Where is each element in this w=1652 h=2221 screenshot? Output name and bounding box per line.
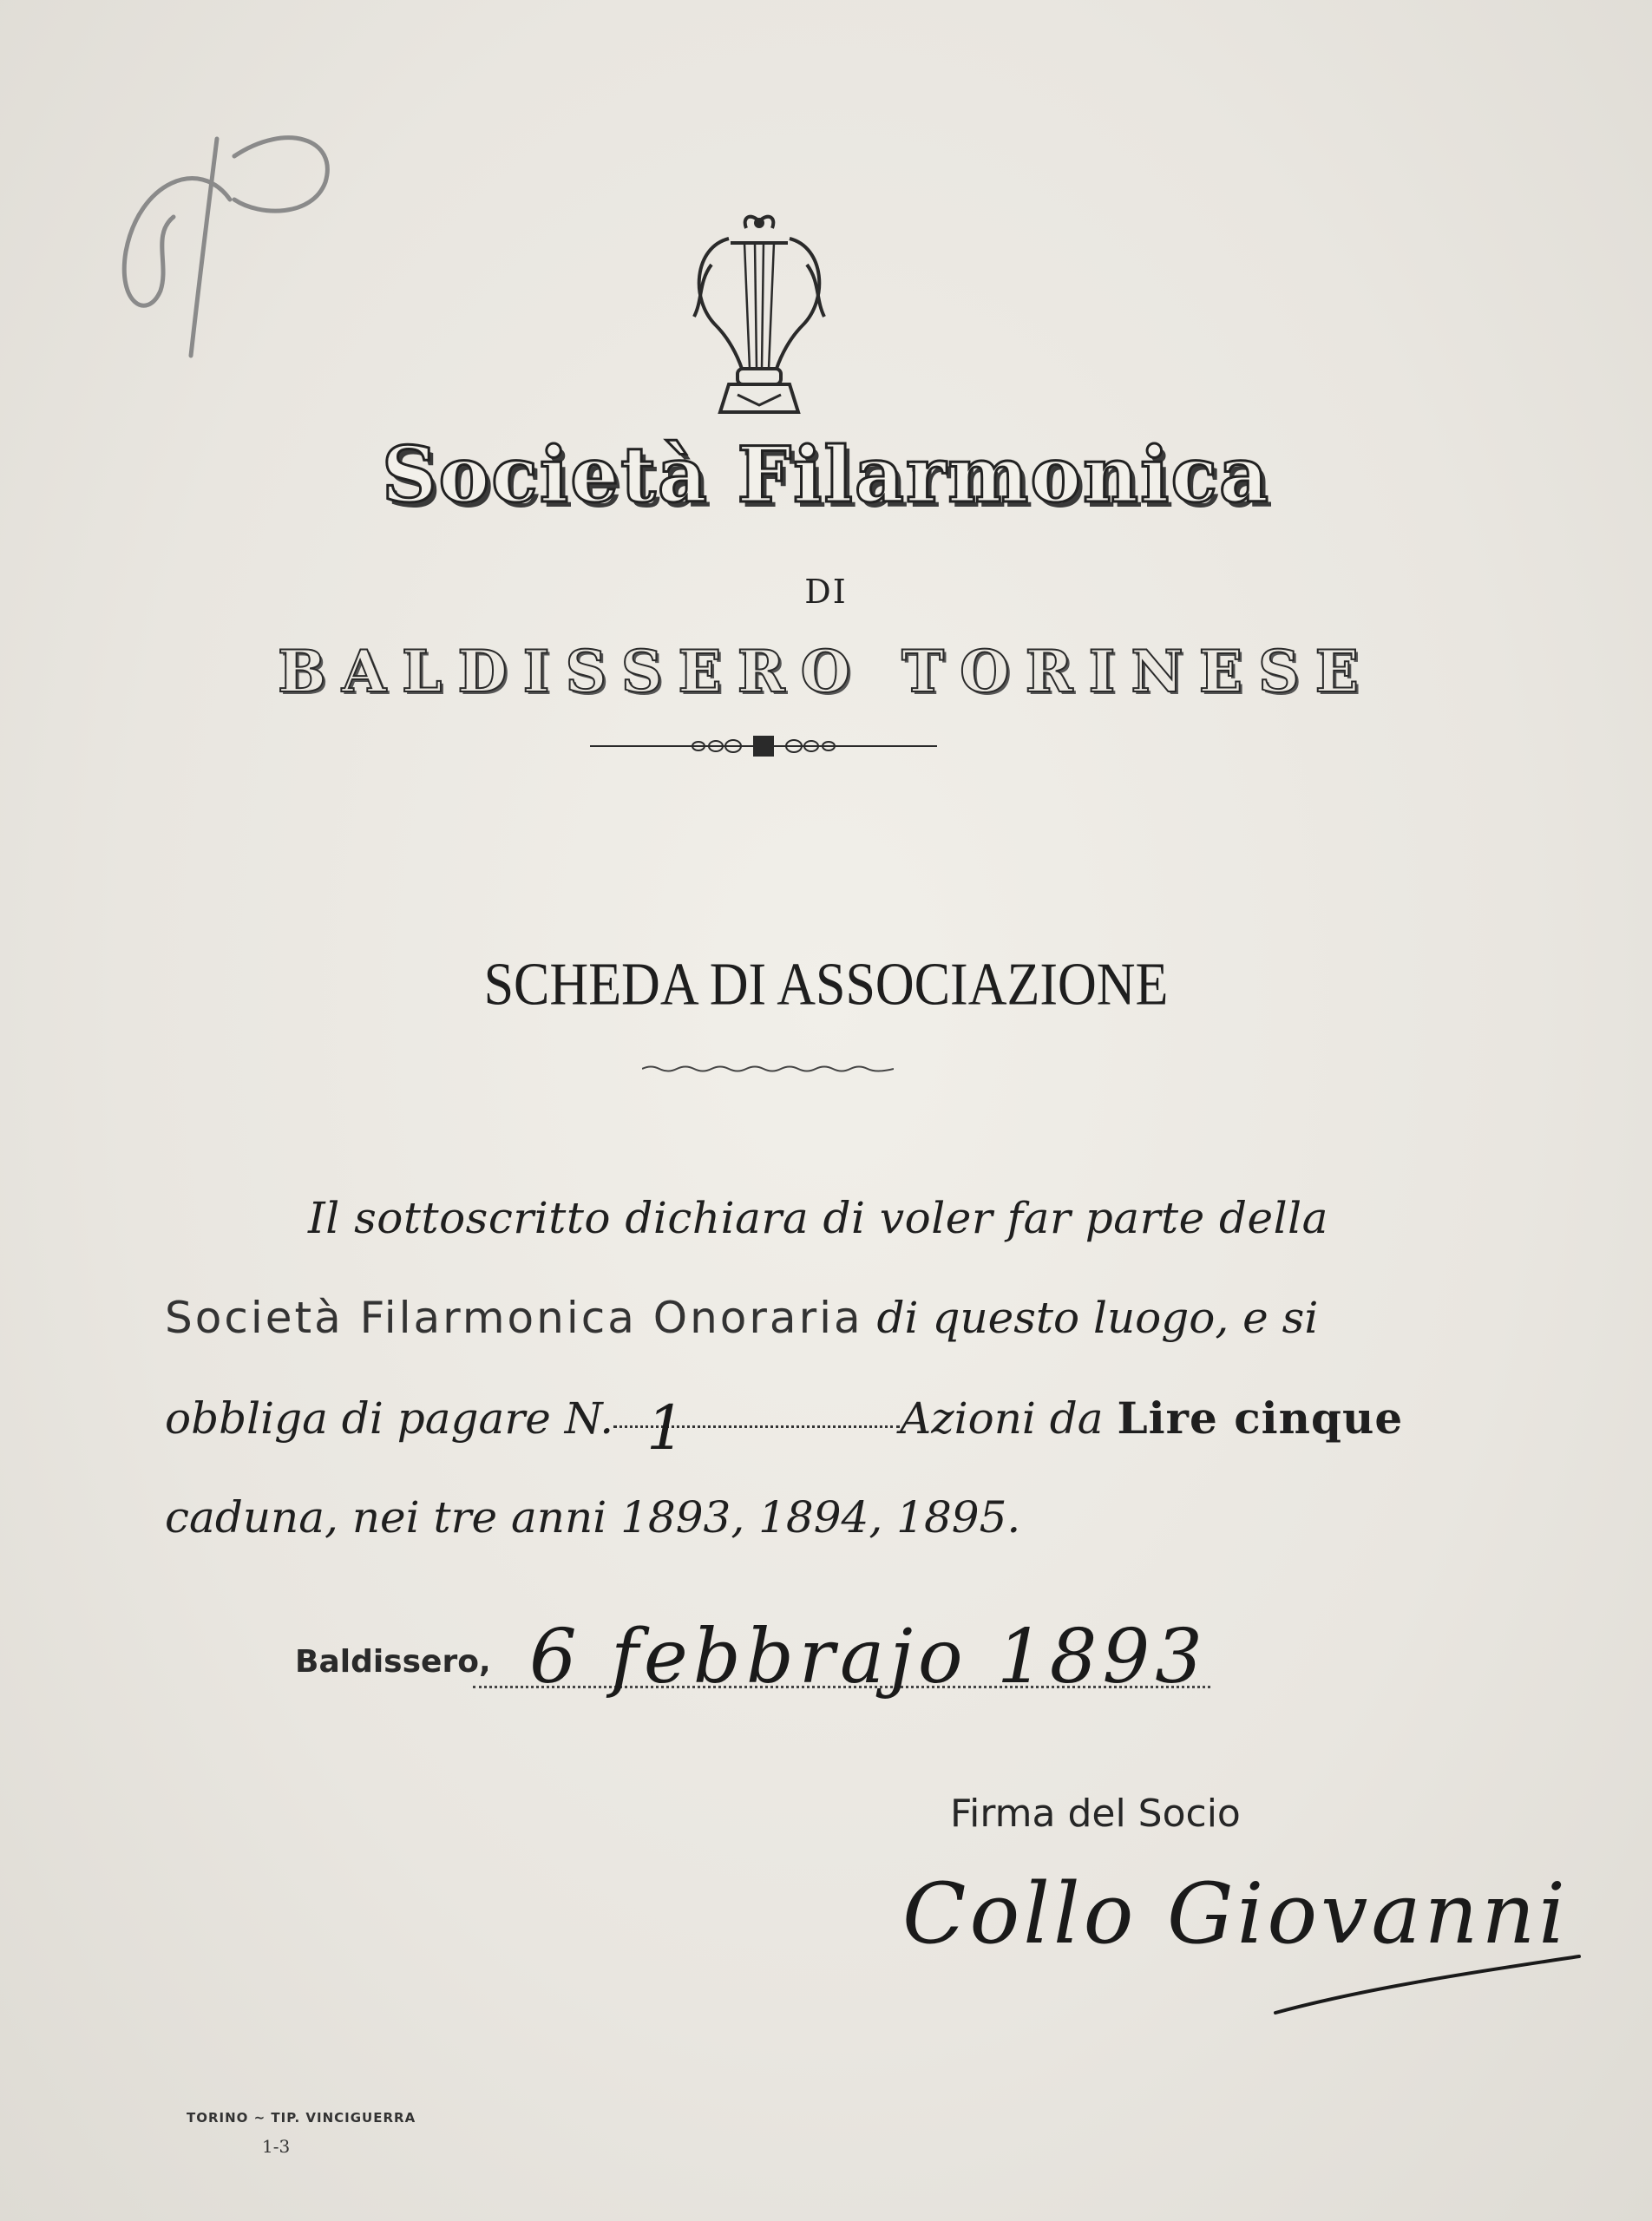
declaration-line-4: caduna, nei tre anni 1893, 1894, 1895. <box>165 1492 1021 1543</box>
handwritten-date: 6 febbrajo 1893 <box>529 1614 1208 1700</box>
ornament-divider <box>590 729 937 763</box>
declaration-line-2 <box>165 1293 1318 1343</box>
declaration-line-1: Il sottoscritto dichiara di voler far parte della <box>308 1193 1328 1243</box>
di-label: DI <box>804 573 848 611</box>
town-name-heading: BALDISSERO TORINESE <box>278 638 1374 705</box>
signature-underline-flourish <box>1267 1952 1588 2021</box>
shares-amount: Lire cinque <box>1117 1392 1404 1444</box>
place-label: Baldissero, <box>295 1644 491 1680</box>
signature-label: Firma del Socio <box>950 1792 1241 1836</box>
printer-imprint: TORINO ~ TIP. VINCIGUERRA <box>187 2110 416 2126</box>
obligation-text: obbliga di pagare N. <box>165 1393 614 1444</box>
society-honorary-name: Società Filarmonica Onoraria <box>165 1293 863 1343</box>
print-code: 1-3 <box>262 2136 291 2157</box>
society-name-heading: Società Filarmonica <box>381 429 1271 520</box>
declaration-line-2-rest: di questo luogo, e si <box>862 1293 1319 1343</box>
handwritten-signature: Collo Giovanni <box>902 1865 1569 1962</box>
form-title: SCHEDA DI ASSOCIAZIONE <box>483 951 1169 1019</box>
title-divider <box>642 1063 894 1075</box>
handwritten-shares-number: 1 <box>646 1392 685 1464</box>
lyre-emblem <box>677 204 842 421</box>
pencil-annotation-mark <box>87 104 347 382</box>
declaration-line-3 <box>165 1392 1403 1444</box>
shares-text: Azioni da <box>900 1393 1118 1444</box>
